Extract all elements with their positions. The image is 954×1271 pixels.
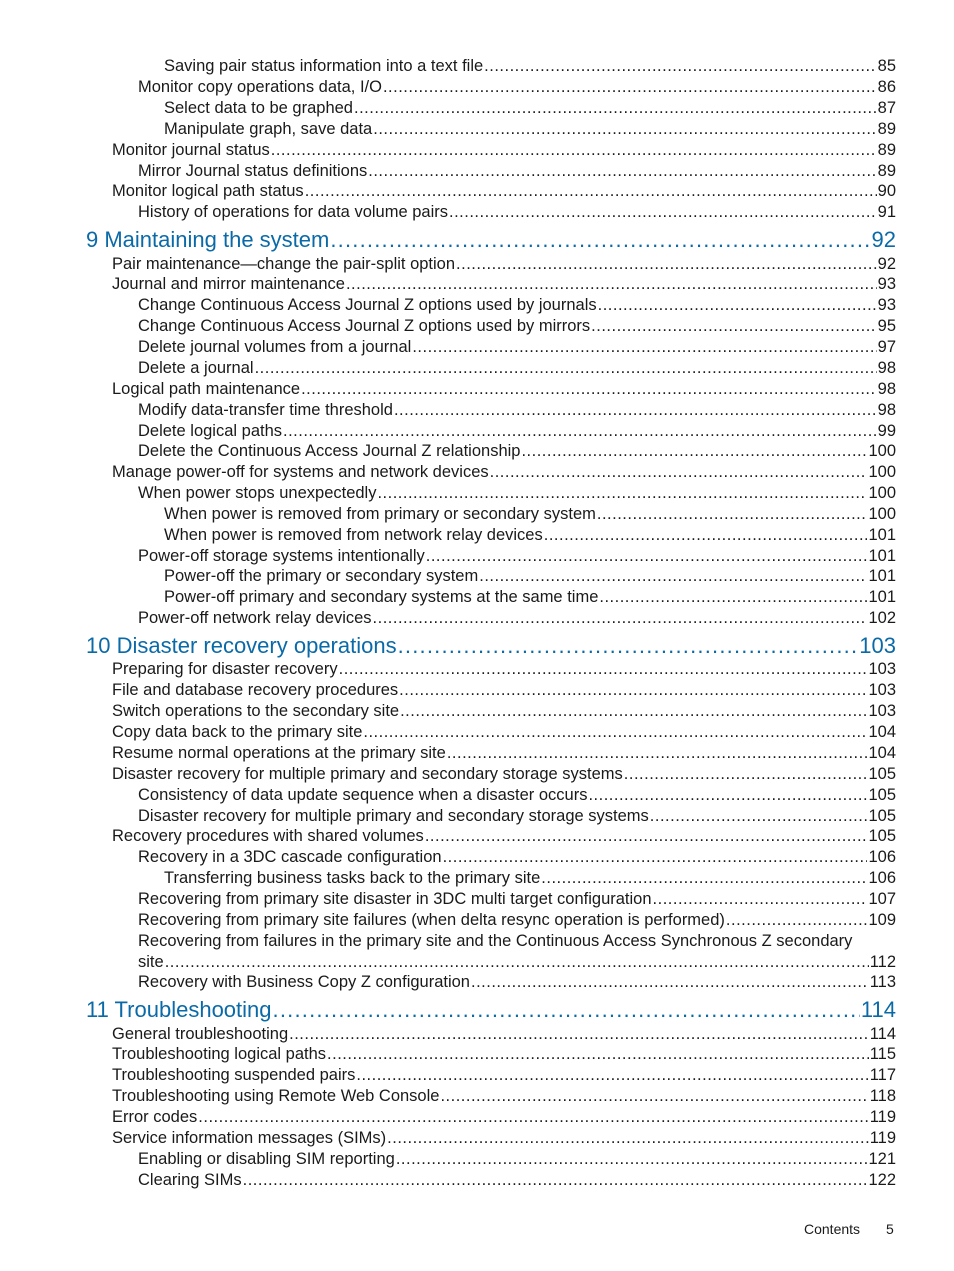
dot-leader [591,316,876,337]
toc-chapter-title: 9 Maintaining the system [86,227,330,252]
dot-leader [373,119,876,140]
toc-entry-title: Troubleshooting suspended pairs [112,1066,356,1084]
dot-leader [363,722,867,743]
toc-entry[interactable] [112,764,896,785]
toc-page-number: 90 [877,182,896,200]
dot-leader [650,806,868,827]
dot-leader [301,379,877,400]
toc-entry-title: Mirror Journal status definitions [138,162,368,180]
toc-entry-title: Power-off storage systems intentionally [138,547,425,565]
toc-entry[interactable] [112,254,896,275]
toc-entry[interactable] [164,119,896,140]
toc-page-number: 103 [868,660,896,678]
dot-leader [368,161,876,182]
toc-page-number: 98 [877,359,896,377]
dot-leader [599,587,867,608]
toc-page-number: 97 [877,338,896,356]
toc-entry-title: Change Continuous Access Journal Z options used by mirrors [138,317,591,335]
dot-leader [597,504,868,525]
dot-leader [490,462,868,483]
toc-page-number: 91 [877,203,896,221]
toc-entry-title: Clearing SIMs [138,1171,242,1189]
toc-entry[interactable] [112,1065,896,1086]
toc-page-number: 117 [869,1066,896,1084]
toc-entry[interactable] [138,1170,896,1191]
toc-page-number: 103 [868,681,896,699]
toc-page-number: 114 [860,997,896,1022]
toc-entry[interactable] [138,77,896,98]
toc-entry-title: When power is removed from primary or secondary system [164,505,596,523]
dot-leader [456,254,877,275]
toc-page-number: 100 [868,463,896,481]
dot-leader [373,608,868,629]
toc-entry[interactable] [138,358,896,379]
toc-page-number: 98 [877,380,896,398]
toc-page-number: 112 [869,953,896,971]
dot-leader [544,525,868,546]
toc-entry-title: Resume normal operations at the primary site [112,744,446,762]
toc-entry[interactable] [164,587,896,608]
dot-leader [598,295,877,316]
toc-page-number: 93 [877,275,896,293]
toc-page-number: 92 [871,227,896,252]
toc-page-number: 104 [868,744,896,762]
toc-page-number: 102 [868,609,896,627]
toc-page-number: 113 [869,973,896,991]
toc-page-number: 87 [877,99,896,117]
toc-entry-title: Delete logical paths [138,422,283,440]
toc-entry[interactable] [112,659,896,680]
toc-page-number: 118 [869,1087,896,1105]
toc-chapter-entry[interactable] [86,633,896,659]
toc-entry-title: Recovering from primary site failures (when delta resync operation is performed) [138,911,725,929]
toc-page-number: 103 [859,633,896,658]
toc-entry[interactable] [138,161,896,182]
toc-page-number: 107 [868,890,896,908]
toc-entry[interactable] [138,608,896,629]
toc-entry[interactable] [112,701,896,722]
toc-entry[interactable] [164,525,896,546]
dot-leader [327,1044,869,1065]
toc-entry-title: Consistency of data update sequence when a disaster occurs [138,786,588,804]
toc-entry-title: Delete the Continuous Access Journal Z relationship [138,442,521,460]
toc-entry-title: Pair maintenance—change the pair-split option [112,255,456,273]
toc-entry[interactable] [112,462,896,483]
dot-leader [243,1170,868,1191]
dot-leader [521,441,867,462]
dot-leader [255,358,877,379]
toc-page-number: 106 [868,848,896,866]
toc-entry[interactable] [164,868,896,889]
toc-entry[interactable] [138,806,896,827]
toc-entry-title: File and database recovery procedures [112,681,399,699]
toc-page-number: 89 [877,120,896,138]
toc-entry[interactable] [138,972,896,993]
toc-entry-title: Logical path maintenance [112,380,301,398]
toc-entry-title: Monitor logical path status [112,182,304,200]
dot-leader [377,483,867,504]
toc-page-number: 100 [868,442,896,460]
dot-leader [624,764,868,785]
toc-page-number: 105 [868,786,896,804]
toc-entry-title: Recovery procedures with shared volumes [112,827,424,845]
toc-entry[interactable] [138,400,896,421]
toc-entry-title: Error codes [112,1108,198,1126]
toc-entry[interactable] [112,1128,896,1149]
dot-leader [449,202,877,223]
toc-entry[interactable] [164,566,896,587]
dot-leader [387,1128,869,1149]
dot-leader [400,701,867,722]
toc-entry-title: Recovering from primary site disaster in 3DC multi target configuration [138,890,652,908]
toc-entry-title: Troubleshooting using Remote Web Console [112,1087,440,1105]
toc-entry[interactable] [112,140,896,161]
dot-leader [443,847,868,868]
toc-entry-title: Power-off primary and secondary systems at the same time [164,588,599,606]
toc-entry-title: Service information messages (SIMs) [112,1129,387,1147]
toc-entry[interactable] [164,504,896,525]
dot-leader [426,546,868,567]
dot-leader [356,1065,868,1086]
toc-page-number: 119 [869,1129,896,1147]
dot-leader [447,743,868,764]
footer-label: Contents [804,1221,861,1237]
dot-leader [653,889,868,910]
toc-entry-title: Change Continuous Access Journal Z options used by journals [138,296,597,314]
toc-page-number: 105 [868,827,896,845]
toc-entry-title: Enabling or disabling SIM reporting [138,1150,395,1168]
toc-entry-title: Switch operations to the secondary site [112,702,400,720]
dot-leader [471,972,869,993]
dot-leader [346,274,877,295]
toc-entry[interactable] [112,743,896,764]
toc-entry-title: Recovery in a 3DC cascade configuration [138,848,442,866]
toc-entry-title: Recovery with Business Copy Z configuration [138,973,470,991]
dot-leader [383,77,877,98]
toc-entry-title: When power is removed from network relay devices [164,526,543,544]
toc-page-number: 99 [877,422,896,440]
dot-leader [440,1086,868,1107]
toc-page-number: 100 [868,484,896,502]
toc-entry-title: Journal and mirror maintenance [112,275,345,293]
dot-leader [165,952,869,973]
dot-leader [339,659,868,680]
dot-leader [283,421,877,442]
toc-entry[interactable] [138,483,896,504]
toc-entry[interactable] [138,441,896,462]
dot-leader [588,785,867,806]
toc-page-number: 98 [877,401,896,419]
toc-entry[interactable] [112,1044,896,1065]
toc-entry-title: Monitor copy operations data, I/O [138,78,382,96]
toc-page-number: 89 [877,141,896,159]
toc-entry[interactable] [138,337,896,358]
toc-entry[interactable] [112,181,896,202]
dot-leader [354,98,877,119]
toc-page-number: 114 [869,1025,896,1043]
dot-leader [271,140,877,161]
toc-entry[interactable] [138,295,896,316]
toc-entry[interactable] [164,56,896,77]
toc-entry-title: Recovering from failures in the primary site and the Continuous Access Synchronous Z secondary [138,932,853,950]
toc-entry-title: Copy data back to the primary site [112,723,363,741]
toc-entry[interactable] [138,785,896,806]
dot-leader [289,1024,869,1045]
toc-entry[interactable] [164,98,896,119]
toc-chapter-entry[interactable] [86,227,896,253]
toc-page-number: 95 [877,317,896,335]
toc-entry[interactable] [138,202,896,223]
dot-leader [198,1107,868,1128]
toc-page-number: 86 [877,78,896,96]
toc-entry[interactable] [112,722,896,743]
toc-page-number: 119 [869,1108,896,1126]
toc-entry-title: History of operations for data volume pairs [138,203,448,221]
toc-page-number: 92 [877,255,896,273]
toc-page-number: 109 [868,911,896,929]
dot-leader [541,868,867,889]
toc-chapter-title: 11 Troubleshooting [86,997,272,1022]
toc-page-number: 121 [868,1150,896,1168]
toc-entry-title-continued: site [138,953,164,971]
toc-page-number: 105 [868,807,896,825]
toc-entry[interactable] [138,316,896,337]
dot-leader [484,56,876,77]
toc-entry-title: Disaster recovery for multiple primary and secondary storage systems [138,807,649,825]
dot-leader [726,910,868,931]
dot-leader [394,400,877,421]
toc-page-number: 106 [868,869,896,887]
toc-entry[interactable] [138,910,896,931]
toc-entry-title: Power-off the primary or secondary system [164,567,479,585]
toc-entry[interactable] [138,889,896,910]
dot-leader [330,227,870,253]
toc-chapter-title: 10 Disaster recovery operations [86,633,397,658]
dot-leader [412,337,876,358]
toc-entry[interactable] [138,546,896,567]
toc-page-number: 105 [868,765,896,783]
toc-page-number: 101 [868,547,896,565]
toc-entry-title: Preparing for disaster recovery [112,660,338,678]
toc-entry-title: General troubleshooting [112,1025,289,1043]
toc-entry-title: Transferring business tasks back to the primary site [164,869,541,887]
toc-entry-title: Power-off network relay devices [138,609,372,627]
toc-entry-line[interactable] [138,952,896,973]
toc-page-number: 85 [877,57,896,75]
toc-entry-title: Manage power-off for systems and network devices [112,463,489,481]
toc-entry[interactable] [138,1149,896,1170]
toc-entry[interactable] [112,826,896,847]
toc-entry[interactable] [138,421,896,442]
toc-page-number: 93 [877,296,896,314]
toc-page-number: 101 [868,567,896,585]
dot-leader [273,997,860,1023]
toc-entry-title: Saving pair status information into a text file [164,57,484,75]
toc-entry-title: Modify data-transfer time threshold [138,401,393,419]
dot-leader [425,826,868,847]
toc-entry[interactable] [112,379,896,400]
toc-entry-title: When power stops unexpectedly [138,484,377,502]
footer-page-number: 5 [886,1221,894,1237]
toc-entry-title: Delete a journal [138,359,254,377]
toc-page-number: 115 [869,1045,896,1063]
toc-entry-title: Troubleshooting logical paths [112,1045,327,1063]
toc-entry-title: Manipulate graph, save data [164,120,373,138]
toc-page-number: 89 [877,162,896,180]
toc-page-number: 103 [868,702,896,720]
toc-entry-title: Select data to be graphed [164,99,353,117]
toc-page-number: 101 [868,526,896,544]
dot-leader [305,181,877,202]
toc-page-number: 122 [868,1171,896,1189]
toc-entry[interactable] [112,1086,896,1107]
toc-entry-line[interactable] [138,931,896,952]
toc-entry[interactable] [138,847,896,868]
toc-entry-title: Disaster recovery for multiple primary and secondary storage systems [112,765,623,783]
toc-page-number: 104 [868,723,896,741]
toc-page-number: 100 [868,505,896,523]
toc-page-number: 101 [868,588,896,606]
toc-chapter-entry[interactable] [86,997,896,1023]
dot-leader [479,566,867,587]
dot-leader [399,680,867,701]
toc-entry[interactable] [112,274,896,295]
dot-leader [396,1149,868,1170]
toc-entry[interactable] [112,1107,896,1128]
toc-entry-title: Monitor journal status [112,141,270,159]
dot-leader [398,633,859,659]
toc-entry[interactable] [112,680,896,701]
toc-entry-title: Delete journal volumes from a journal [138,338,412,356]
toc-entry[interactable] [112,1024,896,1045]
